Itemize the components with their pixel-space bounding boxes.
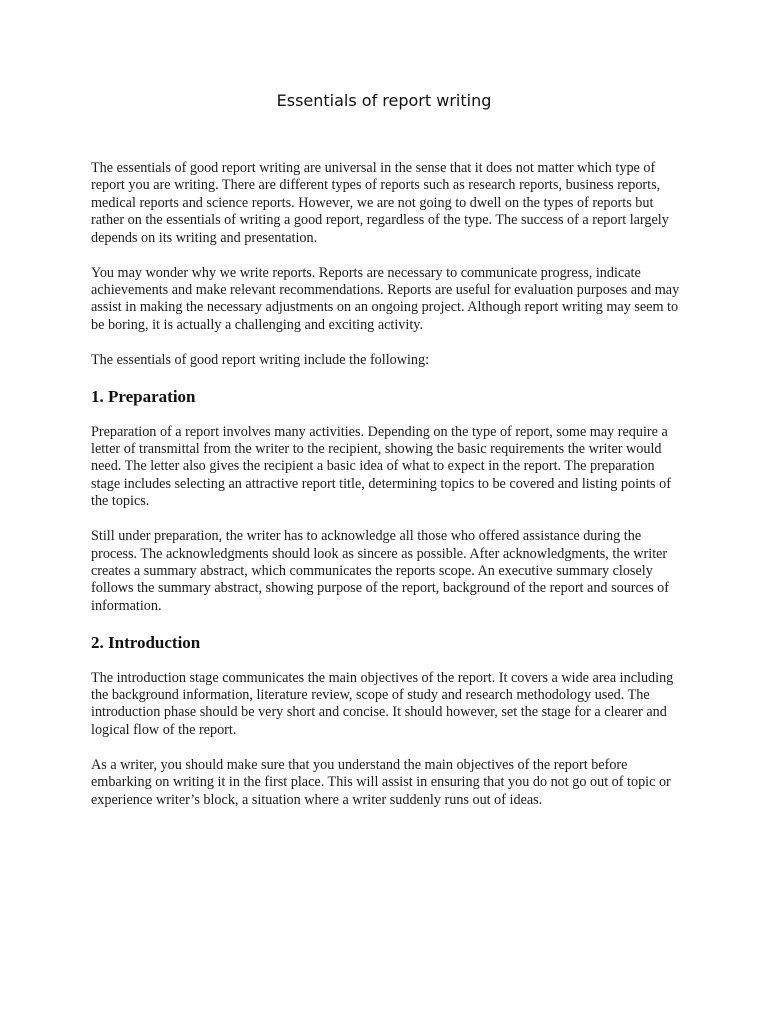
- intro-paragraph-1: The essentials of good report writing are universal in the sense that it does not matter which type of report you are writing. There are different types of reports such as research reports, business reports, medical reports and science reports. However, we are not going to dwell on the types of reports but rather on the essentials of writing a good report, regardless of the type. The success of a report largely depends on its writing and presentation.: [91, 160, 669, 246]
- introduction-paragraph-1: The introduction stage communicates the main objectives of the report. It covers a wide area including the background information, literature review, scope of study and research methodology used. The introduction phase should be very short and concise. It should however, set the stage for a clearer and logical flow of the report.: [91, 669, 674, 738]
- intro-paragraph-3: The essentials of good report writing include the following:: [91, 351, 430, 368]
- section-preparation: [91, 387, 685, 616]
- preparation-paragraph-2: Still under preparation, the writer has to acknowledge all those who offered assistance during the process. The acknowledgments should look as sincere as possible. After acknowledgments, the writer creates a summary abstract, which communicates the reports scope. An executive summary closely follows the summary abstract, showing purpose of the report, background of the report and sources of information.: [91, 528, 669, 614]
- preparation-paragraph-1: Preparation of a report involves many activities. Depending on the type of report, some may require a letter of transmittal from the writer to the recipient, showing the basic requirements the writer would need. The letter also gives the recipient a basic idea of what to expect in the report. The preparation stage includes selecting an attractive report title, determining topics to be covered and listing points of the topics.: [91, 423, 671, 510]
- introduction-paragraph-2: As a writer, you should make sure that you understand the main objectives of the report before embarking on writing it in the first place. This will assist in ensuring that you do not go out of topic or experience writer’s block, a situation where a writer suddenly runs out of ideas.: [91, 756, 671, 808]
- document-body: [91, 160, 685, 826]
- document-title: Essentials of report writing: [276, 91, 492, 110]
- section-heading-preparation: 1. Preparation: [91, 386, 196, 406]
- section-introduction: [91, 633, 685, 809]
- section-heading-introduction: 2. Introduction: [91, 632, 201, 652]
- intro-paragraph-2: You may wonder why we write reports. Reports are necessary to communicate progress, indicate achievements and make relevant recommendations. Reports are useful for evaluation purposes and may assist in making the necessary adjustments on an ongoing project. Although report writing may seem to be boring, it is actually a challenging and exciting activity.: [91, 264, 680, 333]
